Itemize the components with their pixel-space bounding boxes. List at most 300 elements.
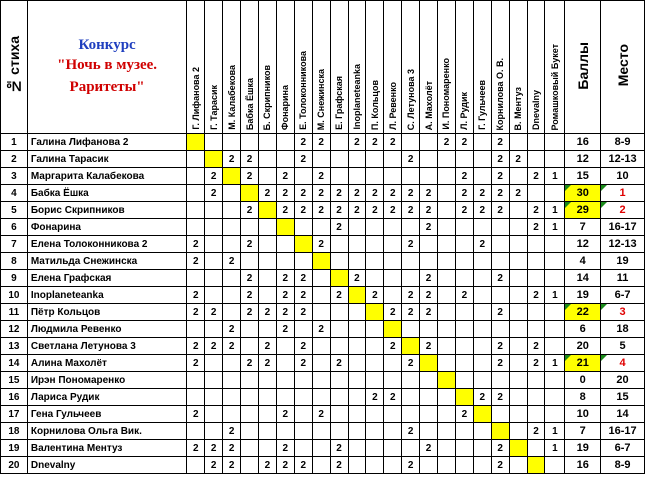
vote-cell <box>205 321 223 338</box>
vote-cell: 2 <box>276 457 294 474</box>
vote-cell <box>384 151 402 168</box>
vote-cell: 2 <box>241 270 259 287</box>
vote-cell <box>527 440 545 457</box>
vote-cell: 2 <box>455 185 473 202</box>
table-row <box>1 287 645 304</box>
table-row <box>1 406 645 423</box>
vote-cell: 2 <box>420 219 438 236</box>
vote-cell <box>348 304 366 321</box>
vote-cell <box>330 134 348 151</box>
title-line-2: "Ночь в музее. <box>57 56 158 73</box>
vote-cell <box>473 338 491 355</box>
vote-cell: 2 <box>294 287 312 304</box>
vote-cell: 2 <box>384 134 402 151</box>
vote-cell <box>258 151 276 168</box>
table-row <box>1 134 645 151</box>
vote-cell <box>545 236 565 253</box>
poem-author: Бабка Ёшка <box>27 185 186 202</box>
title-line-1: Конкурс <box>78 36 136 53</box>
judge-header <box>402 1 420 134</box>
vote-cell <box>438 185 456 202</box>
judge-header <box>366 1 384 134</box>
vote-cell <box>455 440 473 457</box>
vote-cell: 2 <box>312 406 330 423</box>
poem-author: Маргарита Калабекова <box>27 168 186 185</box>
vote-cell <box>241 253 259 270</box>
vote-cell <box>348 406 366 423</box>
vote-cell <box>455 304 473 321</box>
vote-cell <box>384 440 402 457</box>
vote-cell: 2 <box>276 304 294 321</box>
row-number: 20 <box>1 457 28 474</box>
vote-cell <box>258 287 276 304</box>
vote-cell <box>491 219 509 236</box>
vote-cell <box>402 168 420 185</box>
self-vote-cell <box>491 423 509 440</box>
vote-cell: 1 <box>545 202 565 219</box>
vote-cell: 2 <box>276 185 294 202</box>
vote-cell: 2 <box>205 338 223 355</box>
vote-cell: 2 <box>330 457 348 474</box>
vote-cell <box>241 423 259 440</box>
vote-cell <box>402 270 420 287</box>
vote-cell <box>241 219 259 236</box>
vote-cell <box>438 457 456 474</box>
judge-header <box>312 1 330 134</box>
table-row <box>1 270 645 287</box>
vote-cell: 2 <box>276 440 294 457</box>
self-vote-cell <box>402 338 420 355</box>
vote-cell: 2 <box>205 304 223 321</box>
place-cell: 12-13 <box>601 151 645 168</box>
place-cell: 8-9 <box>601 134 645 151</box>
vote-cell <box>473 355 491 372</box>
vote-cell: 2 <box>276 270 294 287</box>
place-cell: 18 <box>601 321 645 338</box>
vote-cell <box>402 406 420 423</box>
vote-cell <box>366 355 384 372</box>
vote-cell <box>241 134 259 151</box>
vote-cell <box>330 253 348 270</box>
vote-cell <box>205 219 223 236</box>
table-row <box>1 236 645 253</box>
vote-cell <box>330 304 348 321</box>
row-number: 14 <box>1 355 28 372</box>
vote-cell: 2 <box>223 321 241 338</box>
vote-cell <box>545 321 565 338</box>
vote-cell <box>527 151 545 168</box>
judge-name: И. Пономаренко <box>441 58 452 130</box>
vote-cell: 2 <box>366 134 384 151</box>
poem-author: Елена Графская <box>27 270 186 287</box>
vote-cell <box>187 151 205 168</box>
table-row <box>1 423 645 440</box>
vote-cell <box>330 406 348 423</box>
vote-cell: 2 <box>402 185 420 202</box>
vote-cell <box>455 423 473 440</box>
judge-name: Корнилова О. В. <box>495 57 506 130</box>
score-cell: 10 <box>565 406 601 423</box>
vote-cell: 2 <box>527 423 545 440</box>
vote-cell <box>312 151 330 168</box>
vote-cell: 2 <box>491 457 509 474</box>
self-vote-cell <box>205 151 223 168</box>
score-cell: 12 <box>565 236 601 253</box>
vote-cell: 2 <box>330 219 348 236</box>
poem-author: Елена Толоконникова 2 <box>27 236 186 253</box>
vote-cell <box>348 372 366 389</box>
judge-header <box>348 1 366 134</box>
judge-header <box>294 1 312 134</box>
vote-cell <box>438 440 456 457</box>
vote-cell <box>509 202 527 219</box>
vote-cell: 2 <box>402 236 420 253</box>
vote-cell <box>509 321 527 338</box>
judge-name: Л. Ревенко <box>387 82 398 130</box>
vote-cell: 2 <box>438 134 456 151</box>
place-cell: 5 <box>601 338 645 355</box>
judge-header <box>223 1 241 134</box>
score-cell: 7 <box>565 219 601 236</box>
judge-header <box>509 1 527 134</box>
vote-cell <box>294 168 312 185</box>
vote-cell <box>223 355 241 372</box>
vote-cell <box>348 355 366 372</box>
table-row <box>1 355 645 372</box>
num-header-label: № стиха <box>5 36 22 95</box>
table-row <box>1 372 645 389</box>
vote-cell <box>455 321 473 338</box>
vote-cell: 2 <box>527 202 545 219</box>
row-number: 5 <box>1 202 28 219</box>
table-row <box>1 440 645 457</box>
vote-cell <box>312 219 330 236</box>
vote-cell <box>366 253 384 270</box>
vote-cell <box>438 423 456 440</box>
vote-cell: 2 <box>366 185 384 202</box>
vote-cell <box>420 236 438 253</box>
table-row <box>1 338 645 355</box>
vote-cell <box>402 253 420 270</box>
vote-cell: 2 <box>258 185 276 202</box>
vote-cell: 2 <box>348 185 366 202</box>
vote-cell <box>545 406 565 423</box>
row-number: 9 <box>1 270 28 287</box>
self-vote-cell <box>438 372 456 389</box>
vote-cell <box>420 168 438 185</box>
vote-cell <box>509 270 527 287</box>
vote-cell <box>276 423 294 440</box>
self-vote-cell <box>241 185 259 202</box>
vote-cell <box>527 134 545 151</box>
vote-cell <box>420 389 438 406</box>
score-cell: 16 <box>565 134 601 151</box>
row-number: 12 <box>1 321 28 338</box>
vote-cell <box>366 372 384 389</box>
vote-cell <box>438 236 456 253</box>
self-vote-cell <box>187 134 205 151</box>
vote-cell <box>438 151 456 168</box>
vote-cell: 1 <box>545 355 565 372</box>
vote-cell <box>223 287 241 304</box>
vote-cell <box>509 457 527 474</box>
place-cell: 3 <box>601 304 645 321</box>
judge-name: А. Махолёт <box>423 80 434 130</box>
judge-header <box>420 1 438 134</box>
vote-cell <box>366 219 384 236</box>
poem-author: Пётр Кольцов <box>27 304 186 321</box>
vote-cell <box>438 270 456 287</box>
table-row <box>1 457 645 474</box>
poem-author: Inoplaneteanka <box>27 287 186 304</box>
place-cell: 15 <box>601 389 645 406</box>
vote-cell <box>384 287 402 304</box>
vote-cell <box>509 372 527 389</box>
judge-header <box>276 1 294 134</box>
vote-cell <box>205 202 223 219</box>
vote-cell <box>438 338 456 355</box>
vote-cell <box>420 151 438 168</box>
vote-cell <box>402 372 420 389</box>
vote-cell <box>527 185 545 202</box>
score-header <box>565 1 601 134</box>
judge-header <box>527 1 545 134</box>
place-cell: 19 <box>601 253 645 270</box>
judge-header <box>241 1 259 134</box>
vote-cell <box>294 253 312 270</box>
place-cell: 2 <box>601 202 645 219</box>
vote-cell <box>473 321 491 338</box>
vote-cell <box>348 236 366 253</box>
row-number: 17 <box>1 406 28 423</box>
vote-cell: 2 <box>294 185 312 202</box>
place-cell: 12-13 <box>601 236 645 253</box>
row-number: 6 <box>1 219 28 236</box>
poem-author: Dnevalny <box>27 457 186 474</box>
vote-cell <box>348 423 366 440</box>
vote-cell: 2 <box>455 134 473 151</box>
vote-cell <box>366 406 384 423</box>
judge-header <box>491 1 509 134</box>
vote-cell: 1 <box>545 423 565 440</box>
vote-cell <box>258 168 276 185</box>
self-vote-cell <box>330 270 348 287</box>
row-number: 3 <box>1 168 28 185</box>
vote-cell <box>348 338 366 355</box>
vote-cell: 2 <box>312 202 330 219</box>
vote-cell: 2 <box>312 236 330 253</box>
vote-cell: 2 <box>491 338 509 355</box>
vote-cell <box>455 270 473 287</box>
vote-cell: 2 <box>294 151 312 168</box>
vote-cell <box>491 406 509 423</box>
vote-cell <box>205 423 223 440</box>
vote-cell <box>509 236 527 253</box>
vote-cell <box>258 134 276 151</box>
vote-cell <box>258 219 276 236</box>
vote-cell <box>258 236 276 253</box>
vote-cell <box>312 457 330 474</box>
vote-cell <box>473 287 491 304</box>
vote-cell: 2 <box>187 406 205 423</box>
vote-cell <box>455 355 473 372</box>
vote-cell <box>455 338 473 355</box>
vote-cell <box>527 406 545 423</box>
poem-author: Ирэн Пономаренко <box>27 372 186 389</box>
vote-cell: 1 <box>545 219 565 236</box>
vote-cell <box>241 338 259 355</box>
vote-cell <box>330 372 348 389</box>
poem-author: Людмила Ревенко <box>27 321 186 338</box>
score-header-label: Баллы <box>574 41 591 90</box>
vote-cell: 2 <box>455 287 473 304</box>
vote-cell: 1 <box>545 168 565 185</box>
vote-cell <box>509 389 527 406</box>
vote-cell: 2 <box>527 168 545 185</box>
judge-header <box>455 1 473 134</box>
vote-cell: 2 <box>241 304 259 321</box>
place-cell: 20 <box>601 372 645 389</box>
vote-cell <box>258 406 276 423</box>
vote-cell <box>491 372 509 389</box>
vote-cell <box>366 270 384 287</box>
vote-cell <box>276 253 294 270</box>
vote-cell <box>384 423 402 440</box>
row-number: 13 <box>1 338 28 355</box>
vote-cell <box>294 321 312 338</box>
vote-cell: 2 <box>330 287 348 304</box>
vote-cell <box>491 253 509 270</box>
vote-cell <box>187 185 205 202</box>
poem-author: Галина Тарасик <box>27 151 186 168</box>
vote-cell <box>330 168 348 185</box>
vote-cell <box>348 168 366 185</box>
judge-name: Г. Гульчеев <box>477 80 488 130</box>
vote-cell: 2 <box>348 202 366 219</box>
vote-cell <box>545 372 565 389</box>
vote-cell <box>473 253 491 270</box>
vote-cell <box>205 355 223 372</box>
score-cell: 21 <box>565 355 601 372</box>
vote-cell <box>330 423 348 440</box>
vote-cell <box>258 440 276 457</box>
vote-cell <box>223 304 241 321</box>
judge-header <box>438 1 456 134</box>
vote-cell <box>366 236 384 253</box>
vote-cell <box>473 440 491 457</box>
vote-cell <box>509 406 527 423</box>
vote-cell <box>366 168 384 185</box>
judge-name: Е. Толоконникова <box>298 51 309 130</box>
vote-cell <box>384 253 402 270</box>
vote-cell <box>491 236 509 253</box>
table-row <box>1 202 645 219</box>
vote-cell <box>348 457 366 474</box>
vote-cell: 2 <box>420 270 438 287</box>
judge-name: Бабка Ёшка <box>244 77 255 130</box>
vote-cell <box>294 440 312 457</box>
judge-name: П. Кольцов <box>369 79 380 130</box>
table-row <box>1 321 645 338</box>
vote-cell: 2 <box>420 304 438 321</box>
judge-name: М. Калабекова <box>226 65 237 130</box>
vote-cell <box>223 219 241 236</box>
self-vote-cell <box>223 168 241 185</box>
vote-cell: 2 <box>473 236 491 253</box>
vote-cell: 2 <box>473 202 491 219</box>
vote-cell: 2 <box>187 253 205 270</box>
vote-cell <box>509 355 527 372</box>
vote-cell: 2 <box>187 287 205 304</box>
vote-cell: 2 <box>527 338 545 355</box>
vote-cell <box>258 423 276 440</box>
vote-cell <box>366 321 384 338</box>
vote-cell: 2 <box>187 304 205 321</box>
vote-cell <box>455 457 473 474</box>
poem-author: Светлана Летунова 3 <box>27 338 186 355</box>
poem-author: Фонарина <box>27 219 186 236</box>
vote-cell <box>491 287 509 304</box>
vote-cell <box>366 338 384 355</box>
vote-cell <box>473 423 491 440</box>
vote-cell <box>527 372 545 389</box>
vote-cell <box>438 202 456 219</box>
row-number: 4 <box>1 185 28 202</box>
vote-cell <box>384 236 402 253</box>
vote-cell: 2 <box>348 134 366 151</box>
vote-cell <box>545 151 565 168</box>
table-row <box>1 151 645 168</box>
vote-cell: 2 <box>223 457 241 474</box>
vote-cell: 2 <box>402 355 420 372</box>
judge-name: Г. Тарасик <box>208 85 219 130</box>
vote-cell: 2 <box>384 185 402 202</box>
vote-cell: 2 <box>527 355 545 372</box>
vote-cell: 1 <box>545 440 565 457</box>
vote-cell <box>402 389 420 406</box>
score-cell: 29 <box>565 202 601 219</box>
vote-cell <box>330 338 348 355</box>
vote-cell: 2 <box>312 134 330 151</box>
vote-cell: 2 <box>491 185 509 202</box>
vote-cell <box>241 406 259 423</box>
vote-cell <box>509 134 527 151</box>
vote-cell <box>545 389 565 406</box>
vote-cell <box>438 406 456 423</box>
place-cell: 6-7 <box>601 440 645 457</box>
vote-cell <box>241 321 259 338</box>
vote-cell <box>438 321 456 338</box>
row-number: 2 <box>1 151 28 168</box>
vote-cell <box>312 440 330 457</box>
place-cell: 1 <box>601 185 645 202</box>
vote-cell: 2 <box>455 202 473 219</box>
vote-cell: 2 <box>384 202 402 219</box>
vote-cell <box>276 338 294 355</box>
vote-cell <box>330 321 348 338</box>
score-cell: 20 <box>565 338 601 355</box>
vote-cell <box>205 406 223 423</box>
self-vote-cell <box>276 219 294 236</box>
vote-cell <box>258 321 276 338</box>
place-cell: 11 <box>601 270 645 287</box>
vote-cell <box>527 253 545 270</box>
vote-cell <box>545 253 565 270</box>
vote-cell <box>312 355 330 372</box>
vote-cell: 2 <box>384 389 402 406</box>
vote-cell: 2 <box>241 151 259 168</box>
vote-cell <box>276 389 294 406</box>
